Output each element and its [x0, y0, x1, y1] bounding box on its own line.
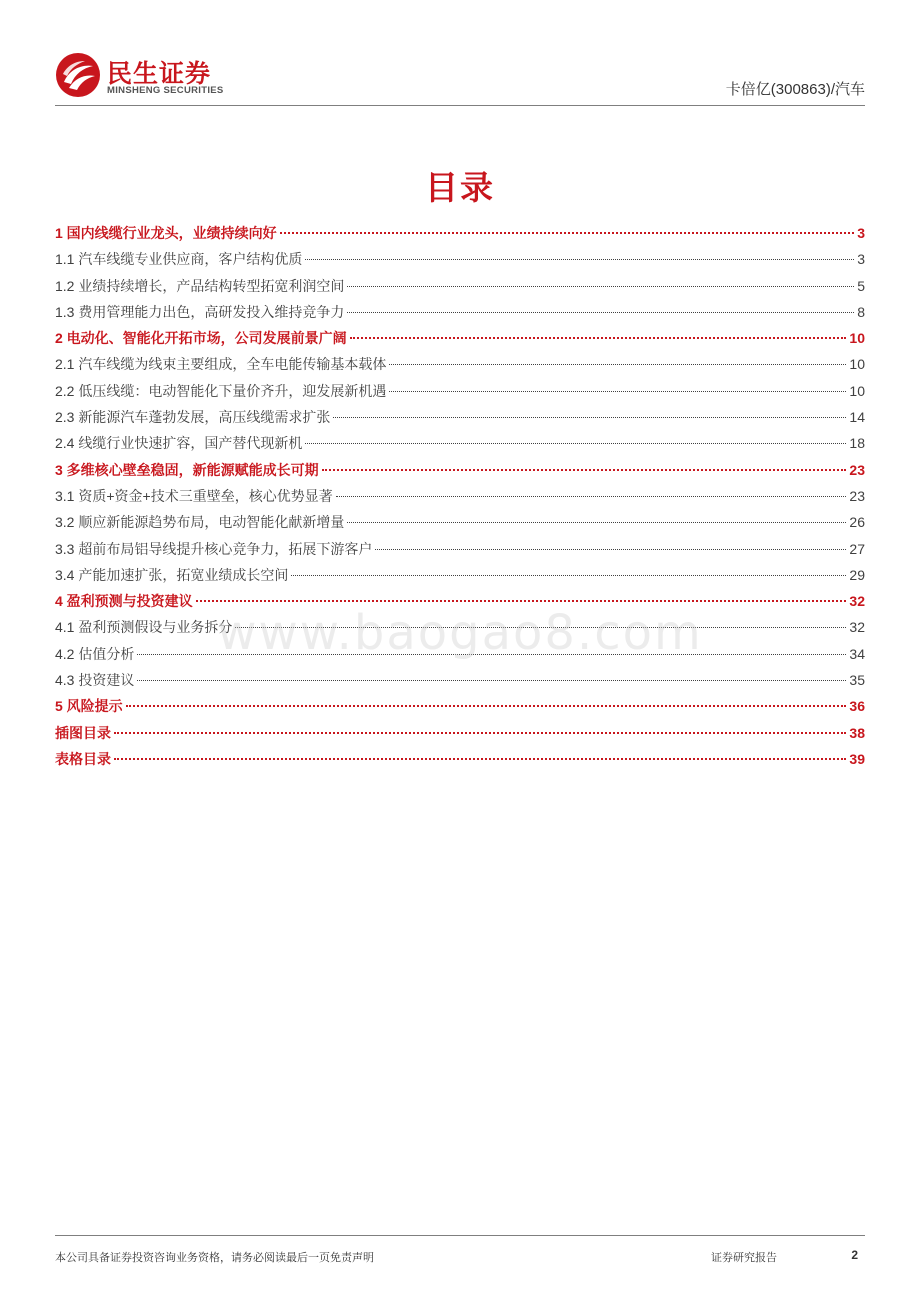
toc-dot-leader	[196, 600, 847, 602]
toc-dot-leader	[305, 259, 854, 260]
toc-entry-section[interactable]	[55, 299, 865, 325]
toc-entry-section[interactable]	[55, 404, 865, 430]
toc-entry-page: 10	[849, 356, 865, 373]
toc-entry-chapter[interactable]	[55, 220, 865, 246]
toc-entry-title: 表格目录	[55, 750, 111, 767]
logo-chinese-name: 民生证券	[107, 60, 212, 88]
page-number: 2	[851, 1248, 858, 1262]
toc-entry-title: 3.3 超前布局铝导线提升核心竞争力，拓展下游客户	[55, 540, 373, 557]
toc-entry-section[interactable]	[55, 246, 865, 272]
toc-title: 目录	[425, 169, 495, 206]
toc-entry-page: 32	[849, 619, 865, 636]
toc-dot-leader	[333, 417, 846, 418]
toc-entry-title: 2.3 新能源汽车蓬勃发展，高压线缆需求扩张	[55, 409, 331, 426]
logo-english-name: MINSHENG SECURITIES	[107, 85, 224, 96]
toc-entry-chapter[interactable]	[55, 720, 865, 746]
toc-dot-leader	[235, 627, 846, 628]
toc-entry-page: 8	[857, 303, 865, 320]
toc-entry-page: 36	[849, 698, 865, 715]
toc-entry-title: 1.1 汽车线缆专业供应商，客户结构优质	[55, 251, 303, 268]
toc-dot-leader	[280, 232, 855, 234]
toc-entry-title: 4.3 投资建议	[55, 672, 135, 689]
header-divider	[55, 105, 865, 106]
company-logo	[55, 52, 225, 98]
toc-entry-section[interactable]	[55, 667, 865, 693]
toc-dot-leader	[389, 364, 846, 365]
toc-entry-title: 1.2 业绩持续增长，产品结构转型拓宽利润空间	[55, 277, 345, 294]
toc-entry-section[interactable]	[55, 562, 865, 588]
toc-entry-title: 2.4 线缆行业快速扩容，国产替代现新机	[55, 435, 303, 452]
toc-entry-page: 39	[849, 750, 865, 767]
toc-entry-section[interactable]	[55, 614, 865, 640]
table-of-contents	[55, 220, 865, 772]
toc-entry-title: 2 电动化、智能化开拓市场，公司发展前景广阔	[55, 330, 347, 347]
toc-entry-section[interactable]	[55, 536, 865, 562]
toc-entry-page: 29	[849, 566, 865, 583]
toc-entry-section[interactable]	[55, 641, 865, 667]
page-header	[55, 48, 865, 106]
toc-entry-page: 10	[849, 330, 865, 347]
toc-dot-leader	[322, 469, 847, 471]
toc-dot-leader	[114, 758, 846, 760]
toc-entry-page: 32	[849, 593, 865, 610]
toc-entry-title: 1.3 费用管理能力出色，高研发投入维持竞争力	[55, 303, 345, 320]
toc-entry-page: 23	[849, 487, 865, 504]
toc-dot-leader	[114, 732, 846, 734]
toc-entry-page: 23	[849, 461, 865, 478]
toc-entry-section[interactable]	[55, 430, 865, 456]
toc-entry-page: 3	[857, 251, 865, 268]
toc-entry-section[interactable]	[55, 273, 865, 299]
toc-entry-title: 2.2 低压线缆：电动智能化下量价齐升，迎发展新机遇	[55, 382, 387, 399]
toc-entry-title: 4.2 估值分析	[55, 645, 135, 662]
toc-entry-section[interactable]	[55, 378, 865, 404]
toc-entry-chapter[interactable]	[55, 457, 865, 483]
toc-entry-page: 10	[849, 382, 865, 399]
toc-entry-title: 3.1 资质+资金+技术三重壁垒，核心优势显著	[55, 487, 333, 504]
toc-entry-page: 26	[849, 514, 865, 531]
toc-dot-leader	[126, 705, 847, 707]
toc-dot-leader	[375, 549, 846, 550]
toc-entry-page: 34	[849, 645, 865, 662]
toc-entry-section[interactable]	[55, 509, 865, 535]
toc-entry-section[interactable]	[55, 483, 865, 509]
toc-dot-leader	[305, 443, 846, 444]
toc-entry-title: 2.1 汽车线缆为线束主要组成，全车电能传输基本载体	[55, 356, 387, 373]
toc-entry-title: 3.4 产能加速扩张，拓宽业绩成长空间	[55, 566, 289, 583]
toc-entry-title: 插图目录	[55, 724, 111, 741]
company-ticker: 卡倍亿(300863)/汽车	[725, 81, 865, 98]
toc-entry-title: 3.2 顺应新能源趋势布局，电动智能化献新增量	[55, 514, 345, 531]
watermark: www.baogao8.com	[217, 605, 703, 661]
toc-entry-chapter[interactable]	[55, 746, 865, 772]
toc-dot-leader	[291, 575, 846, 576]
toc-dot-leader	[137, 680, 846, 681]
toc-entry-title: 4 盈利预测与投资建议	[55, 593, 193, 610]
toc-entry-page: 38	[849, 724, 865, 741]
toc-entry-page: 5	[857, 277, 865, 294]
toc-entry-chapter[interactable]	[55, 325, 865, 351]
toc-entry-title: 5 风险提示	[55, 698, 123, 715]
toc-entry-title: 1 国内线缆行业龙头，业绩持续向好	[55, 225, 277, 241]
toc-entry-section[interactable]	[55, 351, 865, 377]
toc-dot-leader	[347, 286, 854, 287]
toc-entry-page: 35	[849, 672, 865, 689]
toc-dot-leader	[336, 496, 847, 497]
toc-dot-leader	[347, 312, 854, 313]
toc-dot-leader	[137, 654, 846, 655]
toc-dot-leader	[350, 337, 847, 339]
footer-report-type: 证券研究报告	[711, 1252, 777, 1264]
footer-disclaimer: 本公司具备证券投资咨询业务资格，请务必阅读最后一页免责声明	[55, 1252, 374, 1264]
toc-dot-leader	[347, 522, 846, 523]
toc-entry-page: 27	[849, 540, 865, 557]
footer-divider	[55, 1235, 865, 1236]
toc-entry-chapter[interactable]	[55, 588, 865, 614]
toc-entry-title: 4.1 盈利预测假设与业务拆分	[55, 619, 233, 636]
minsheng-logo-icon	[55, 52, 101, 98]
toc-dot-leader	[389, 391, 846, 392]
toc-entry-page: 18	[849, 435, 865, 452]
toc-entry-chapter[interactable]	[55, 693, 865, 719]
toc-entry-page: 14	[849, 409, 865, 426]
toc-entry-page: 3	[857, 225, 865, 241]
toc-entry-title: 3 多维核心壁垒稳固，新能源赋能成长可期	[55, 461, 319, 478]
